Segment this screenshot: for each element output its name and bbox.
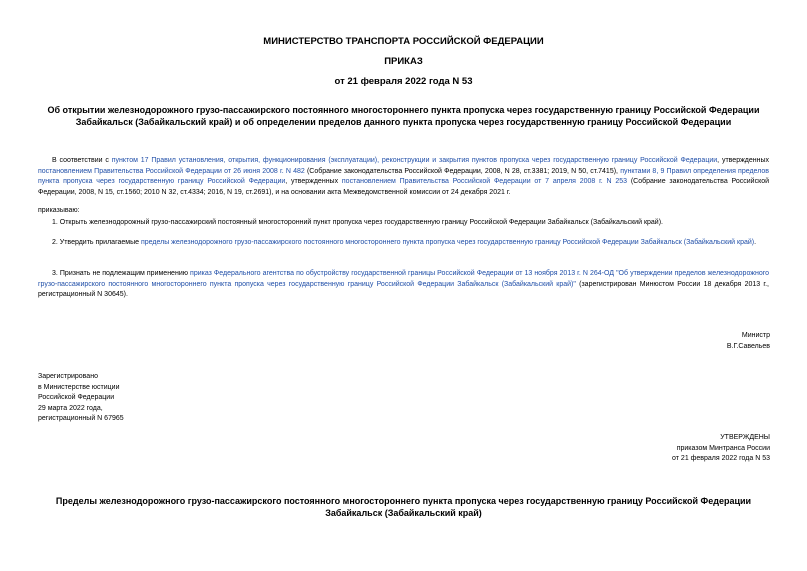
registration-block [38,372,124,425]
preamble-link-decree-253[interactable]: постановлением Правительства Российской Федерации от 7 апреля 2008 г. N 253 [341,178,628,185]
signature-name: В.Г.Савельев [726,342,770,350]
preamble-text-4: , утвержденных [285,178,342,185]
order-title [40,104,767,128]
item2-link-limits[interactable]: пределы железнодорожного грузо-пассажирского постоянного многостороннего пункта пропуска через государственную границу Российской Федерации Забайкальск (Забайкальский край) [140,239,755,246]
registration-line-5: регистрационный N 67965 [38,415,124,422]
limits-title-line2: Забайкальск (Забайкальский край) [325,508,482,518]
order-title-line2: Забайкальск (Забайкальский край) и об определении пределов данного пункта пропуска через государственную границу Российской Федерации [75,117,732,127]
order-item-1: 1. Открыть железнодорожный грузо-пассажирский постоянный многосторонний пункт пропуска через государственную границу Российской Федерации Забайкальск (Забайкальский край). [52,219,663,226]
item2-text-1: 2. Утвердить прилагаемые [52,239,141,246]
approval-line-1: УТВЕРЖДЕНЫ [720,434,770,441]
registration-line-4: 29 марта 2022 года, [38,404,103,412]
order-date: от 21 февраля 2022 года N 53 [334,76,473,87]
registration-line-1: Зарегистрировано [38,373,98,380]
signature-position: Министр [741,332,770,339]
signature-block [727,331,770,352]
ministry-heading: МИНИСТЕРСТВО ТРАНСПОРТА РОССИЙСКОЙ ФЕДЕРАЦИИ [263,36,544,47]
order-item-2 [38,238,769,249]
preamble-paragraph [38,156,769,198]
order-verb: приказываю: [38,207,80,214]
preamble-text-2: , утвержденных [717,157,770,164]
preamble-link-rules-p8-9[interactable]: пунктами 8, 9 Правил определения пределов пункта пропуска через государственную границу Российской Федерации [38,167,769,185]
limits-title-line1: Пределы железнодорожного грузо-пассажирского постоянного многостороннего пункта пропуска через государственную границу Российской Федерации [55,496,752,506]
approval-block [672,433,770,465]
item3-text-1: 3. Признать не подлежащим применению [52,270,191,277]
order-word: ПРИКАЗ [384,56,423,67]
preamble-text-5: (Собрание законодательства Российской Федерации, 2008, N 15, ст.1560; 2010 N 32, ст.4334; 2016, N 19, ст.2691), и на основании акта Межведомственной комиссии от 24 декабря 2021 г. [38,178,770,196]
preamble-text-3: (Собрание законодательства Российской Федерации, 2008, N 28, ст.3381; 2019, N 50, ст.7415), [304,167,621,175]
registration-line-2: в Министерстве юстиции [38,383,120,391]
order-item-3 [38,269,769,301]
preamble-link-decree-482[interactable]: постановлением Правительства Российской Федерации от 26 июня 2008 г. N 482 [38,167,305,175]
approval-line-3: от 21 февраля 2022 года N 53 [672,455,770,462]
order-title-line1: Об открытии железнодорожного грузо-пассажирского постоянного многостороннего пункта пропуска через государственную границу Российской Федерации [47,105,760,115]
item2-text-2: . [754,239,757,246]
approval-line-2: приказом Минтранса России [676,444,770,452]
preamble-text-1: В соответствии с [52,157,112,164]
registration-line-3: Российской Федерации [38,394,115,401]
limits-title [40,495,767,519]
preamble-link-rules-p17[interactable]: пунктом 17 Правил установления, открытия, функционирования (эксплуатации), реконструкции и закрытия пунктов пропуска через государственную границу Российской Федерации [111,157,718,164]
item3-text-2: (зарегистрирован Минюстом России 18 декабря 2013 г., регистрационный N 30645). [38,280,769,298]
item3-link-order-264od[interactable]: приказ Федерального агентства по обустройству государственной границы Российской Федерации от 13 ноября 2013 г. N 264-ОД "Об утверждении пределов железнодорожного грузо-пассажирского постоянного многостороннего пункта пропуска через государственную границу Российской Федерации Забайкальск (Забайкальский край)" [38,270,770,288]
